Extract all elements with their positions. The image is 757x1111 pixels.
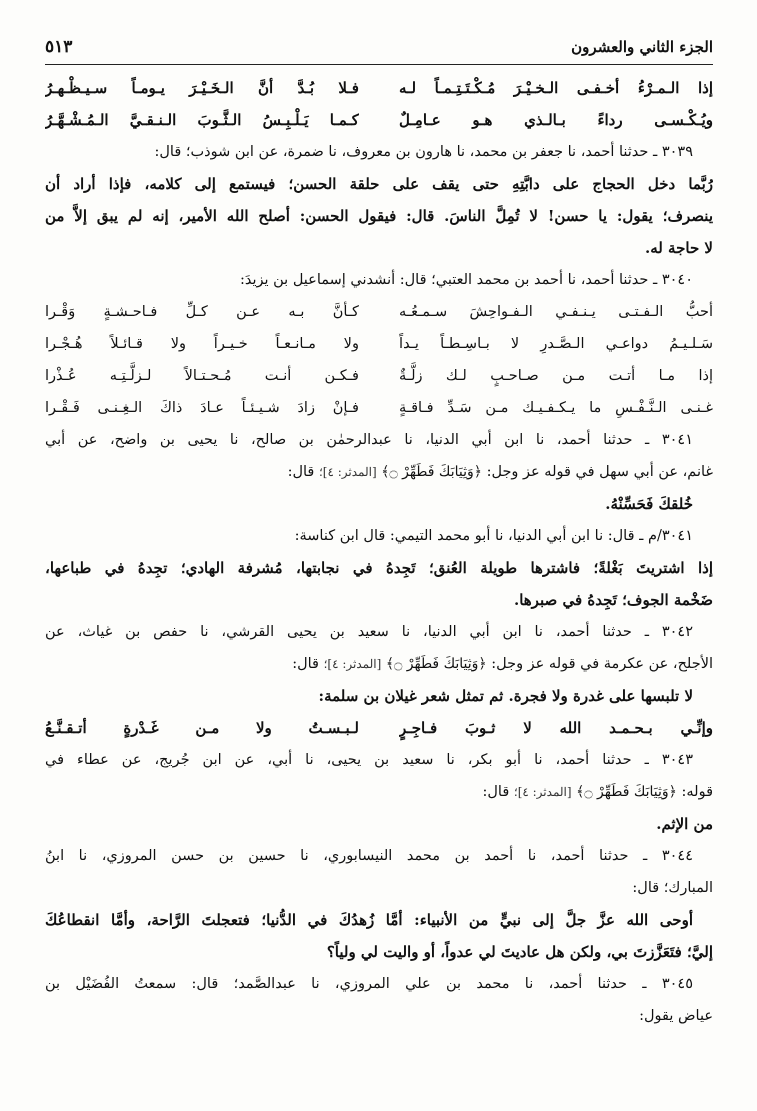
quran-quote: ﴿وَثِيَابَكَ فَطَهِّرْ ۝﴾ (576, 784, 677, 800)
verse-hemistich-left: كـمـا يَـلْـبِـسُ الـثَّـوبَ الـنـقـيَّ الـمُـشْـهَّـرُ (45, 111, 359, 129)
quran-reference: [المدثر: ٤]؛ (513, 785, 572, 799)
verse-hemistich-left: فـكـن أنـت مُـحـتـالاً لـزلَّـتِـه عُـذْرا (45, 368, 359, 384)
quran-quote: ﴿وَثِيَابَكَ فَطَهِّرْ ۝﴾ (385, 656, 487, 672)
verse-line (45, 712, 713, 744)
verse-hemistich-right: وإنِّـي بـحـمـد الله لا ثـوبَ فـاجِـرٍ (399, 719, 713, 737)
isnad-line: عياض يقول: (639, 1008, 713, 1024)
verse-line (45, 328, 713, 360)
isnad-line: ٣٠٤٥ ـ حدثنا أحمد، نا محمد بن علي المروزي، نا عبدالصَّمد؛ قال: سمعتُ الفُضَيْل بن (45, 976, 693, 992)
page-header (45, 30, 713, 65)
report-text: رُبَّما دخل الحجاج على دابَّتِهِ حتى يقف على حلقة الحسن؛ فيستمع إلى كلامه، فإذا أراد أن (45, 175, 713, 193)
verse-hemistich-right: ويُـكْـسـى رداءً بـالـذي هـو عـامِـلٌ (399, 111, 713, 129)
verse-hemistich-left: فـإنْ زادَ شـيـئـاً عـادَ ذاكَ الـغِـنـى فَـقْـرا (45, 400, 359, 416)
page-body (45, 72, 713, 1032)
report-text: ينصرف؛ يقول: يا حسن! لا تُمِلَّ الناسَ. قال: فيقول الحسن: أصلح الله الأمير، إنه لم يبق إلاَّ من (45, 207, 713, 225)
verse-hemistich-left: لـبـسـتُ ولا مـن غَـدْرةٍ أتـقـنَّـعُ (45, 719, 359, 737)
verse-line (45, 72, 713, 104)
verse-hemistich-left: كـأنَّ بـه عـن كـلِّ فـاحـشـةٍ وَقْـرا (45, 304, 359, 320)
isnad-line (45, 776, 713, 808)
report-text: خُلقكَ فَحَسِّنْهُ. (605, 495, 693, 513)
verse-hemistich-left: ولا مـانـعـاً خـيـراً ولا قـائـلاً هُـجْـرا (45, 336, 359, 352)
verse-hemistich-right: غـنـى الـنَّـفْـسِ ما يـكـفـيـك مـن سَـدِّ فـاقـةٍ (399, 400, 713, 416)
isnad-line (45, 648, 713, 680)
isnad-line: ٣٠٤١ ـ حدثنا أحمد، نا ابن أبي الدنيا، نا عبدالرحمٰن بن صالح، نا يحيى بن واضح، عن أبي (45, 432, 693, 448)
page-number: ٥١٣ (45, 37, 73, 57)
isnad-line: ٣٠٤٢ ـ حدثنا أحمد، نا ابن أبي الدنيا، نا سعيد بن يحيى القرشي، نا حفص بن غياث، عن (45, 624, 693, 640)
isnad-line: ٣٠٤٠ ـ حدثنا أحمد، نا أحمد بن محمد العتبي؛ قال: أنشدني إسماعيل بن يزيدَ: (239, 272, 693, 288)
report-text: لا تلبسها على غدرة ولا فجرة. ثم تمثل شعر غيلان بن سلمة: (318, 687, 693, 705)
isnad-text: الأجلح، عن عكرمة في قوله عز وجل: (491, 656, 713, 672)
isnad-line (45, 456, 713, 488)
isnad-line: ٣٠٤١/م ـ قال: نا ابن أبي الدنيا، نا أبو محمد التيمي: قال ابن كناسة: (294, 528, 693, 544)
report-text: إذا اشتريتَ بَغْلةً؛ فاشترها طويلة العُنق؛ تَجِدهُ في نجابتها، مُشرفة الهادي؛ تجِدهُ في طباعها، (45, 559, 713, 577)
quran-quote: ﴿وَثِيَابَكَ فَطَهِّرْ ۝﴾ (381, 464, 482, 480)
isnad-text: قال: (482, 784, 510, 800)
isnad-line: ٣٠٣٩ ـ حدثنا أحمد، نا جعفر بن محمد، نا هارون بن معروف، نا ضمرة، عن ابن شوذب؛ قال: (154, 144, 693, 160)
isnad-line: المبارك؛ قال: (632, 880, 713, 896)
verse-hemistich-right: أحبُّ الـفـتـى يـنـفـي الـفـواحِشَ سـمـعُـه (399, 304, 713, 320)
isnad-line: ٣٠٤٣ ـ حدثنا أحمد، نا أبو بكر، نا سعيد بن يحيى، نا أبي، عن ابن جُريج، عن عطاء في (45, 752, 693, 768)
quran-reference: [المدثر: ٤]؛ (323, 657, 382, 671)
verse-line (45, 392, 713, 424)
report-text: من الإثم. (656, 815, 713, 833)
verse-hemistich-right: سَـلـيـمُ دواعـي الـصَّـدرِ لا بـاسِـطـاً يـداً (399, 336, 713, 352)
verse-line (45, 360, 713, 392)
isnad-text: قال: (287, 464, 315, 480)
verse-hemistich-right: إذا الـمـرْءُ أخـفـى الـخـيْـرَ مُـكْـتَـتِـمـاً لـه (399, 79, 713, 97)
isnad-line: ٣٠٤٤ ـ حدثنا أحمد، نا أحمد بن محمد النيسابوري، نا حسين بن حسن المروزي، نا ابنُ (45, 848, 693, 864)
verse-hemistich-right: إذا مـا أتـت مـن صـاحـبٍ لـك زلَّـةٌ (399, 368, 713, 384)
running-title: الجزء الثاني والعشرون (571, 38, 713, 56)
isnad-text: غانم، عن أبي سهل في قوله عز وجل: (486, 464, 713, 480)
isnad-text: قال: (292, 656, 319, 672)
verse-line (45, 296, 713, 328)
verse-line (45, 104, 713, 136)
report-text: إليَّ؛ فتَعَزَّزتَ بي، ولكن هل عاديتَ لي عدواً، أو واليت لي ولياً؟ (326, 943, 713, 961)
report-text: ضَخْمة الجوف؛ تَجِدهُ في صبرها. (513, 591, 713, 609)
verse-hemistich-left: فـلا بُـدَّ أنَّ الـخَـيْـرَ يـومـاً سـيـظْـهـرُ (45, 79, 359, 97)
quran-reference: [المدثر: ٤]؛ (318, 465, 377, 479)
isnad-text: قوله: (681, 784, 713, 800)
report-text: أوحى الله عزَّ جلَّ إلى نبيٍّ من الأنبياء: أمَّا زُهدُكَ في الدُّنيا؛ فتعجلتَ الرَّاحة، وأمَّا انقطاعُكَ (45, 911, 693, 929)
report-text: لا حاجة له. (645, 239, 713, 257)
